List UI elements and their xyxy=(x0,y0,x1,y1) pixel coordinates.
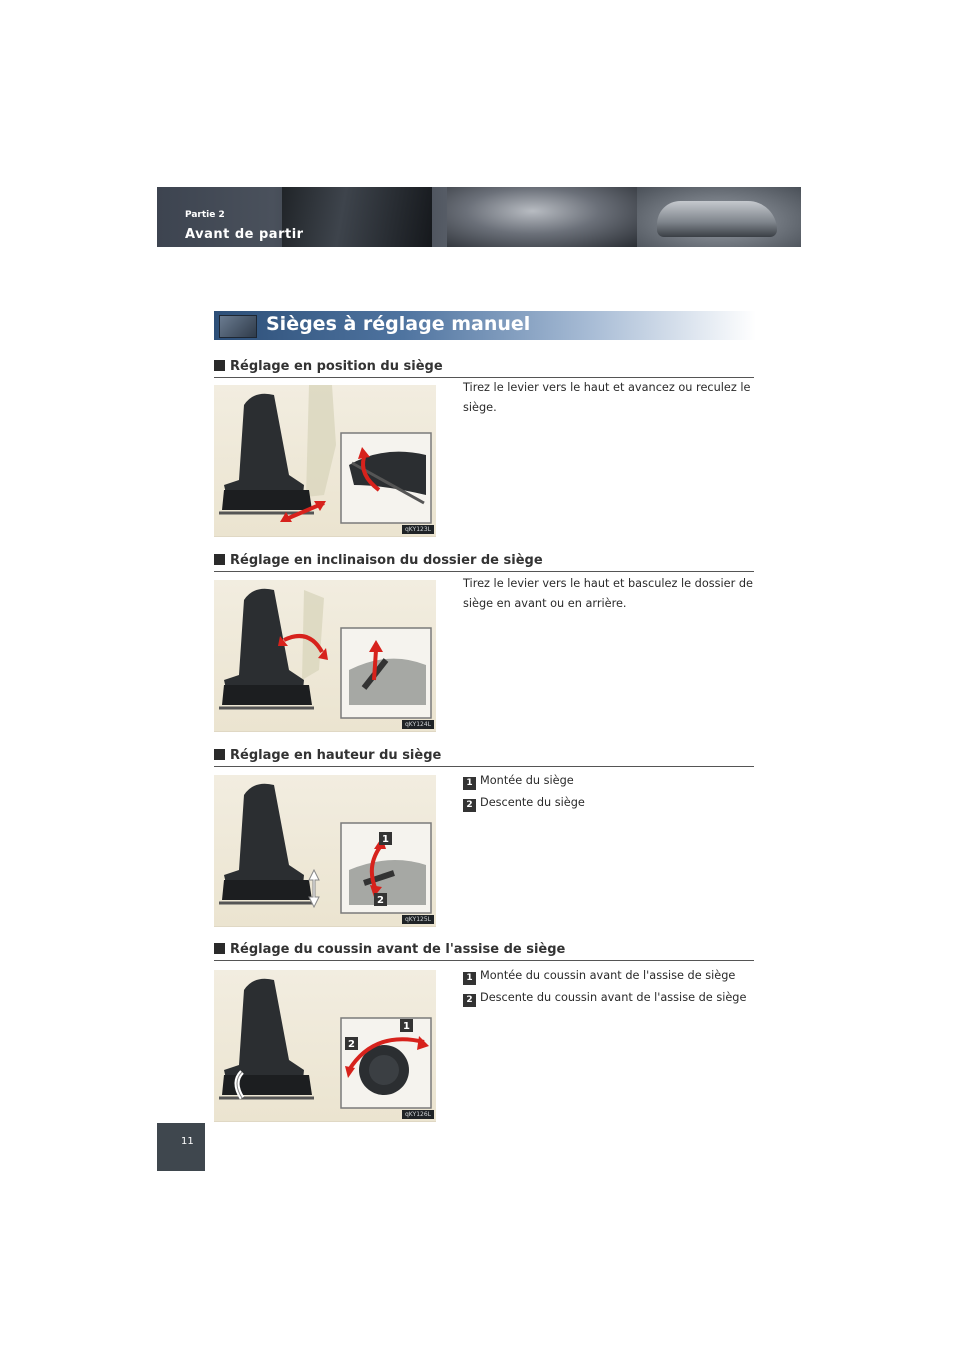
figure-code: qKY126L xyxy=(402,1110,434,1119)
bullet-square-icon xyxy=(214,943,225,954)
bullet-square-icon xyxy=(214,554,225,565)
figure-code: qKY125L xyxy=(402,915,434,924)
section-title: Sièges à réglage manuel xyxy=(266,313,531,335)
subsection-heading-cushion: Réglage du coussin avant de l'assise de siège xyxy=(214,938,754,961)
section-icon xyxy=(219,315,257,338)
figure-label-1: 1 xyxy=(382,834,389,845)
figure-seat-recline xyxy=(214,580,436,732)
subsection-text-recline: Tirez le levier vers le haut et basculez le dossier de siège en avant ou en arrière. xyxy=(463,577,753,610)
part-title: Avant de partir xyxy=(185,227,304,242)
list-item: 2 Descente du siège xyxy=(463,795,585,811)
subsection-text-position: Tirez le levier vers le haut et avancez ou reculez le siège. xyxy=(463,381,751,414)
page-number: 11 xyxy=(181,1136,194,1147)
list-item: 1 Montée du coussin avant de l'assise de siège xyxy=(463,968,735,984)
list-item: 1 Montée du siège xyxy=(463,773,574,789)
part-label: Partie 2 xyxy=(185,210,225,220)
page-number-block xyxy=(157,1123,205,1171)
figure-label-1: 1 xyxy=(403,1021,410,1032)
bullet-square-icon xyxy=(214,749,225,760)
figure-seat-cushion xyxy=(214,970,436,1122)
subsection-heading-position: Réglage en position du siège xyxy=(214,355,754,378)
figure-seat-position xyxy=(214,385,436,537)
banner-interior-photo xyxy=(447,187,637,247)
item-number: 1 xyxy=(463,777,476,790)
subsection-heading-recline: Réglage en inclinaison du dossier de siège xyxy=(214,549,754,572)
figure-code: qKY123L xyxy=(402,525,434,534)
item-number: 2 xyxy=(463,799,476,812)
item-number: 2 xyxy=(463,994,476,1007)
subsection-heading-height: Réglage en hauteur du siège xyxy=(214,744,754,767)
figure-label-2: 2 xyxy=(348,1039,355,1050)
list-item: 2 Descente du coussin avant de l'assise de siège xyxy=(463,990,746,1006)
banner-door-photo xyxy=(282,187,432,247)
figure-label-2: 2 xyxy=(377,895,384,906)
figure-seat-height xyxy=(214,775,436,927)
banner-car-shape xyxy=(657,201,777,237)
figure-code: qKY124L xyxy=(402,720,434,729)
bullet-square-icon xyxy=(214,360,225,371)
item-number: 1 xyxy=(463,972,476,985)
